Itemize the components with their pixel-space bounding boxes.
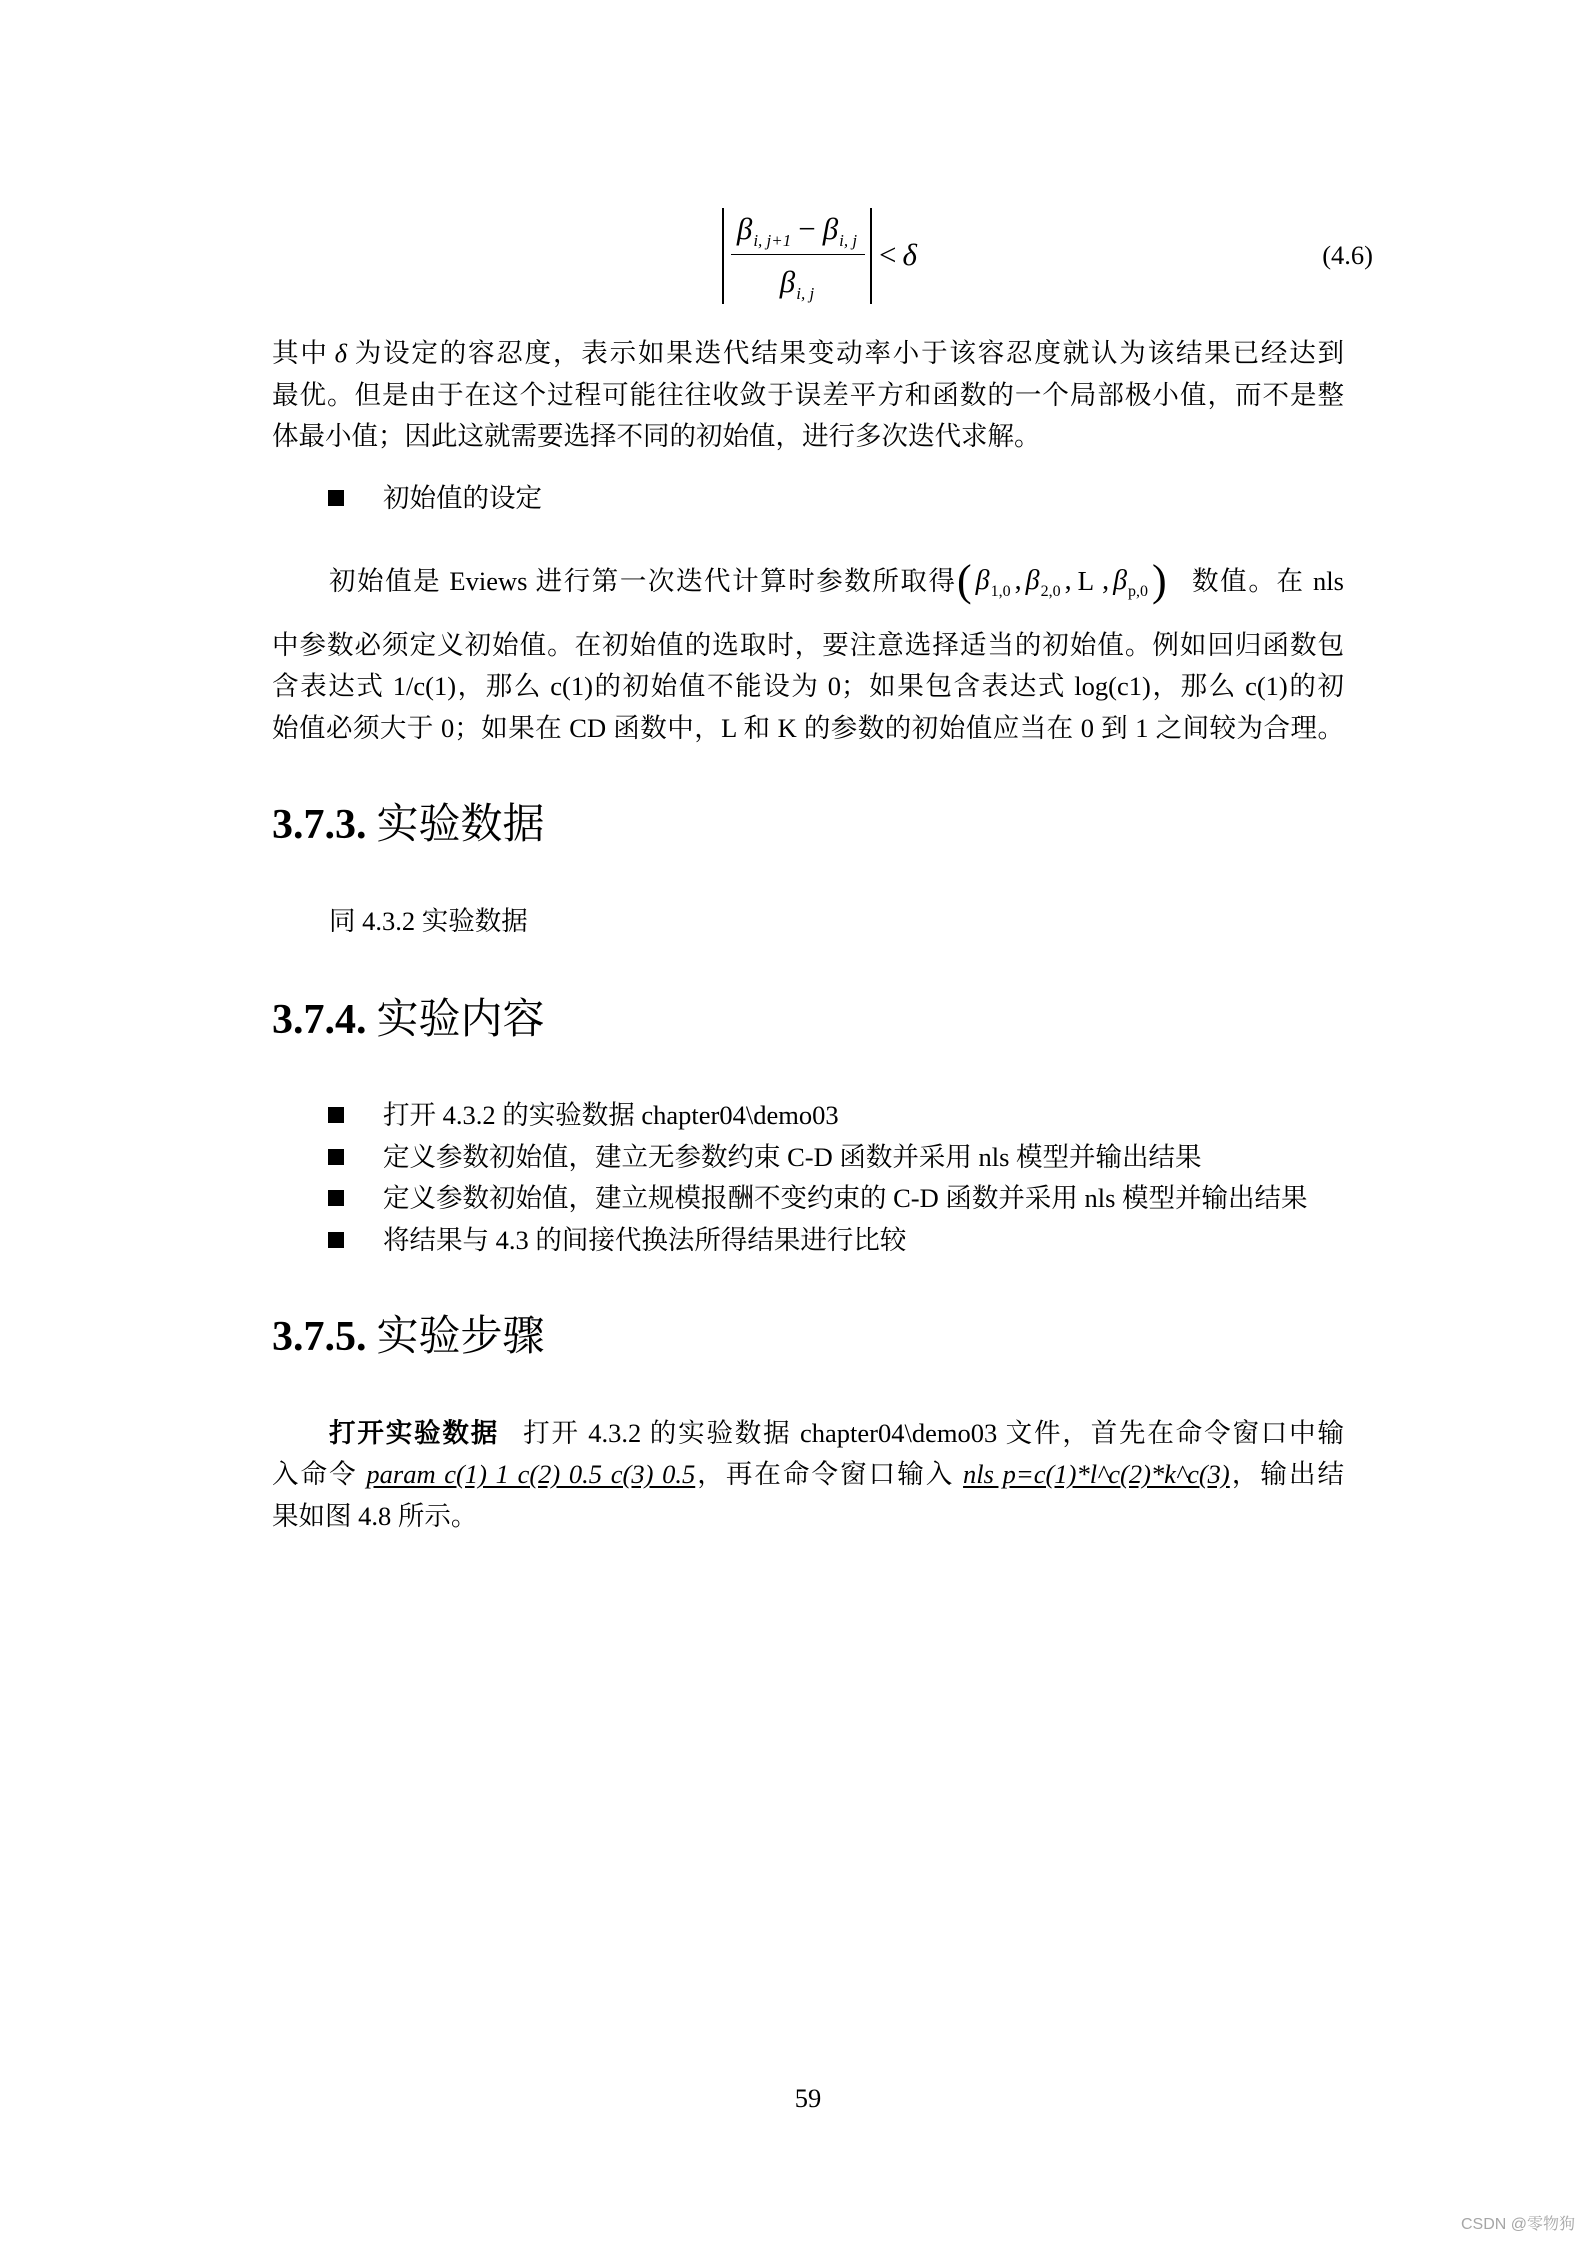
equation-denominator <box>724 262 870 302</box>
section-heading <box>272 1311 545 1363</box>
beta-symbol: β <box>779 264 796 299</box>
subscript: 2,0 <box>1040 583 1061 600</box>
paragraph-line: 含表达式 1/c(1)，那么 c(1)的初始值不能设为 0；如果包含表达式 log(c1)，那么 c(1)的初 <box>272 671 1344 701</box>
section-heading <box>272 994 545 1046</box>
equation-numerator <box>724 209 870 249</box>
comma: , <box>1102 565 1110 596</box>
text-run: ，输出结 <box>1229 1459 1345 1489</box>
minus-operator: − <box>798 211 816 246</box>
delta-symbol: δ <box>902 237 917 272</box>
ellipsis-glyph: L <box>1077 565 1095 596</box>
section-number: 3.7.3. <box>272 802 367 848</box>
paragraph-line: 同 4.3.2 实验数据 <box>329 906 528 936</box>
fraction-bar <box>731 254 865 255</box>
subscript: i, j+1 <box>753 231 792 250</box>
vector-term <box>975 565 1011 600</box>
text-run: 其中 <box>272 338 329 368</box>
section-title: 实验数据 <box>376 802 545 848</box>
list-item: 打开 4.3.2 的实验数据 chapter04\demo03 <box>383 1100 839 1130</box>
paragraph-line <box>272 1454 1344 1494</box>
paragraph-line: 果如图 4.8 所示。 <box>272 1501 478 1531</box>
beta-symbol: β <box>975 565 990 596</box>
text-run: 为设定的容忍度，表示如果迭代结果变动率小于该容忍度就认为该结果已经达到 <box>352 338 1345 368</box>
beta-symbol: β <box>736 211 753 246</box>
page-number: 59 <box>794 2083 822 2113</box>
beta-symbol: β <box>1025 565 1040 596</box>
paragraph-line <box>329 1413 1344 1453</box>
comma: , <box>1014 565 1022 596</box>
square-bullet-icon <box>328 490 344 506</box>
paragraph-line-tail: 数值。在 nls <box>1192 566 1344 596</box>
equation-relation <box>879 235 917 275</box>
vector-term <box>1025 565 1061 600</box>
paragraph-line: 始值必须大于 0；如果在 CD 函数中，L 和 K 的参数的初始值应当在 0 到 1 之间较为合理。 <box>272 713 1344 743</box>
equation-number: (4.6) <box>1322 240 1373 270</box>
section-number: 3.7.5. <box>272 1314 367 1360</box>
section-title: 实验内容 <box>376 997 545 1043</box>
subscript: i, j <box>839 231 858 250</box>
vector-term <box>1113 565 1149 600</box>
text-run: 打开 4.3.2 的实验数据 chapter04\demo03 文件，首先在命令窗口中输 <box>523 1418 1345 1448</box>
beta-symbol: β <box>822 211 839 246</box>
delta-symbol: δ <box>334 338 347 368</box>
paragraph-line: 初始值是 Eviews 进行第一次迭代计算时参数所取得 <box>329 566 955 596</box>
watermark: CSDN @零物狗 <box>1460 2216 1575 2233</box>
text-run: ，再在命令窗口输入 <box>695 1459 964 1489</box>
beta-symbol: β <box>1113 565 1128 596</box>
paragraph-line <box>272 333 1344 373</box>
command-nls: nls p=c(1)*l^c(2)*k^c(3) <box>963 1459 1230 1489</box>
section-heading <box>272 799 545 851</box>
close-paren: ) <box>1152 556 1167 605</box>
step-label: 打开实验数据 <box>329 1418 500 1448</box>
list-item: 定义参数初始值，建立规模报酬不变约束的 C-D 函数并采用 nls 模型并输出结果 <box>383 1183 1308 1213</box>
subscript: 1,0 <box>990 583 1011 600</box>
subscript: p,0 <box>1128 583 1149 600</box>
less-than-symbol: < <box>879 237 897 272</box>
square-bullet-icon <box>328 1107 344 1123</box>
initial-parameter-vector <box>957 551 1167 611</box>
square-bullet-icon <box>328 1232 344 1248</box>
equation-4-6-absolute-value <box>722 208 872 304</box>
comma: , <box>1064 565 1072 596</box>
text-run: 入命令 <box>272 1459 367 1489</box>
square-bullet-icon <box>328 1149 344 1165</box>
subscript: i, j <box>796 284 815 303</box>
paragraph-line: 体最小值；因此这就需要选择不同的初始值，进行多次迭代求解。 <box>272 421 1041 451</box>
paragraph-line: 中参数必须定义初始值。在初始值的选取时，要注意选择适当的初始值。例如回归函数包 <box>272 630 1344 660</box>
list-item: 定义参数初始值，建立无参数约束 C-D 函数并采用 nls 模型并输出结果 <box>383 1142 1202 1172</box>
paragraph-line: 最优。但是由于在这个过程可能往往收敛于误差平方和函数的一个局部极小值，而不是整 <box>272 380 1344 410</box>
command-param: param c(1) 1 c(2) 0.5 c(3) 0.5 <box>366 1459 696 1489</box>
bullet-text: 初始值的设定 <box>383 483 542 513</box>
square-bullet-icon <box>328 1190 344 1206</box>
list-item: 将结果与 4.3 的间接代换法所得结果进行比较 <box>383 1225 907 1255</box>
open-paren: ( <box>957 556 972 605</box>
section-number: 3.7.4. <box>272 997 367 1043</box>
section-title: 实验步骤 <box>376 1314 545 1360</box>
